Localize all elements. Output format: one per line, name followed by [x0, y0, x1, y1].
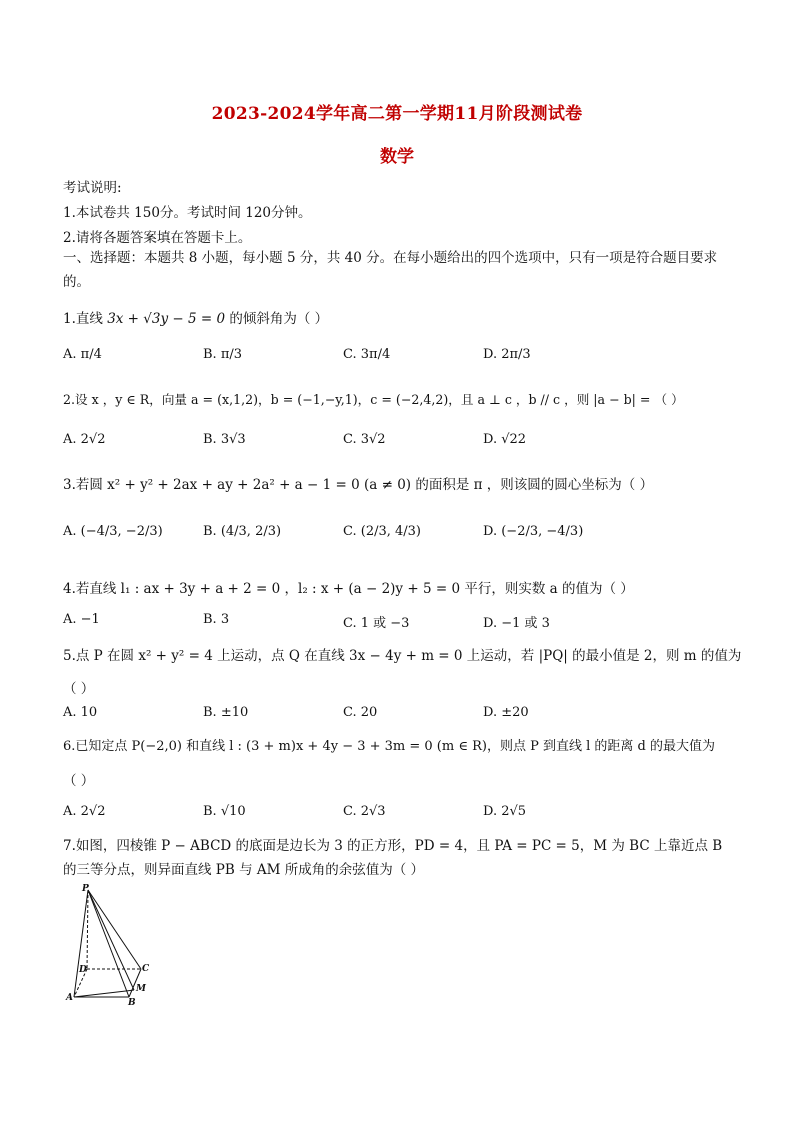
question-6: 6.已知定点 P(−2,0) 和直线 l : (3 + m)x + 4y − 3 + 3m = 0 (m ∈ R)，则点 P 到直线 l 的距离 d 的最大值为 — [63, 739, 715, 754]
q6-option-d[interactable]: D. 2√5 — [483, 804, 527, 819]
q1-option-d[interactable]: D. 2π/3 — [483, 347, 531, 362]
question-6-cont: （ ） — [63, 773, 95, 789]
q1-option-b[interactable]: B. π/3 — [203, 347, 243, 362]
q5-option-d[interactable]: D. ±20 — [483, 705, 529, 720]
q4-option-c[interactable]: C. 1 或 −3 — [343, 616, 410, 631]
question-1 — [63, 307, 328, 327]
edge-pm — [88, 890, 134, 990]
question-2: 2.设 x ，y ∈ R，向量 a = (x,1,2)，b = (−1,−y,1)，c = (−2,4,2)，且 a ⊥ c ，b // c ，则 |a − b| = （ ） — [63, 392, 684, 407]
label-a: A — [66, 993, 73, 1003]
label-p: P — [82, 884, 89, 894]
instructions-heading: 考试说明: — [63, 180, 122, 196]
q2-option-b[interactable]: B. 3√3 — [203, 432, 246, 447]
question-5: 5.点 P 在圆 x² + y² = 4 上运动，点 Q 在直线 3x − 4y + m = 0 上运动，若 |PQ| 的最小值是 2，则 m 的值为 — [63, 648, 742, 664]
q4-option-d[interactable]: D. −1 或 3 — [483, 616, 550, 631]
q2-option-a[interactable]: A. 2√2 — [63, 432, 106, 447]
label-c: C — [142, 964, 150, 974]
q3-option-a[interactable]: A. (−4/3, −2/3) — [63, 524, 163, 539]
instruction-item-1: 1.本试卷共 150分。考试时间 120分钟。 — [63, 205, 312, 221]
q4-option-a[interactable]: A. −1 — [63, 612, 100, 627]
label-b: B — [128, 998, 136, 1008]
exam-subject: 数学 — [380, 147, 414, 167]
question-3: 3.若圆 x² + y² + 2ax + ay + 2a² + a − 1 = 0 (a ≠ 0) 的面积是 π ，则该圆的圆心坐标为（ ） — [63, 477, 654, 493]
q1-math: 3x + √3y − 5 = 0 — [107, 311, 226, 327]
q3-option-d[interactable]: D. (−2/3, −4/3) — [483, 524, 584, 539]
label-d: D — [79, 965, 87, 975]
q6-option-c[interactable]: C. 2√3 — [343, 804, 386, 819]
q1-prefix: 1.直线 — [63, 311, 103, 327]
q3-option-c[interactable]: C. (2/3, 4/3) — [343, 524, 421, 539]
q1-option-c[interactable]: C. 3π/4 — [343, 347, 391, 362]
q6-option-b[interactable]: B. √10 — [203, 804, 246, 819]
question-7: 7.如图，四棱锥 P − ABCD 的底面是边长为 3 的正方形，PD = 4，且 PA = PC = 5，M 为 BC 上靠近点 B 的三等分点，则异面直线 PB 与 AM 所成角的余弦值为（ ） — [63, 838, 723, 878]
label-m: M — [136, 984, 146, 994]
q1-suffix: 的倾斜角为（ ） — [229, 311, 329, 327]
q2-option-d[interactable]: D. √22 — [483, 432, 527, 447]
edge-pc — [88, 890, 141, 969]
pyramid-figure — [60, 880, 170, 1010]
question-4: 4.若直线 l₁ : ax + 3y + a + 2 = 0 ，l₂ : x + (a − 2)y + 5 = 0 平行，则实数 a 的值为（ ） — [63, 581, 634, 597]
edge-pb — [88, 890, 129, 997]
question-5-cont: （ ） — [63, 681, 95, 697]
q1-option-a[interactable]: A. π/4 — [63, 347, 102, 362]
q5-option-a[interactable]: A. 10 — [63, 705, 98, 720]
instruction-item-2: 2.请将各题答案填在答题卡上。 — [63, 230, 252, 246]
edge-pd — [87, 890, 88, 969]
q5-option-c[interactable]: C. 20 — [343, 705, 378, 720]
q4-option-b[interactable]: B. 3 — [203, 612, 230, 627]
q6-option-a[interactable]: A. 2√2 — [63, 804, 106, 819]
section-heading: 一、选择题：本题共 8 小题，每小题 5 分，共 40 分。在每小题给出的四个选项中，只有一项是符合题目要求的。 — [63, 250, 718, 290]
q5-option-b[interactable]: B. ±10 — [203, 705, 249, 720]
edge-am — [74, 990, 134, 997]
exam-title: 2023-2024学年高二第一学期11月阶段测试卷 — [211, 104, 583, 124]
q3-option-b[interactable]: B. (4/3, 2/3) — [203, 524, 282, 539]
edge-pa — [74, 890, 88, 997]
q2-option-c[interactable]: C. 3√2 — [343, 432, 386, 447]
